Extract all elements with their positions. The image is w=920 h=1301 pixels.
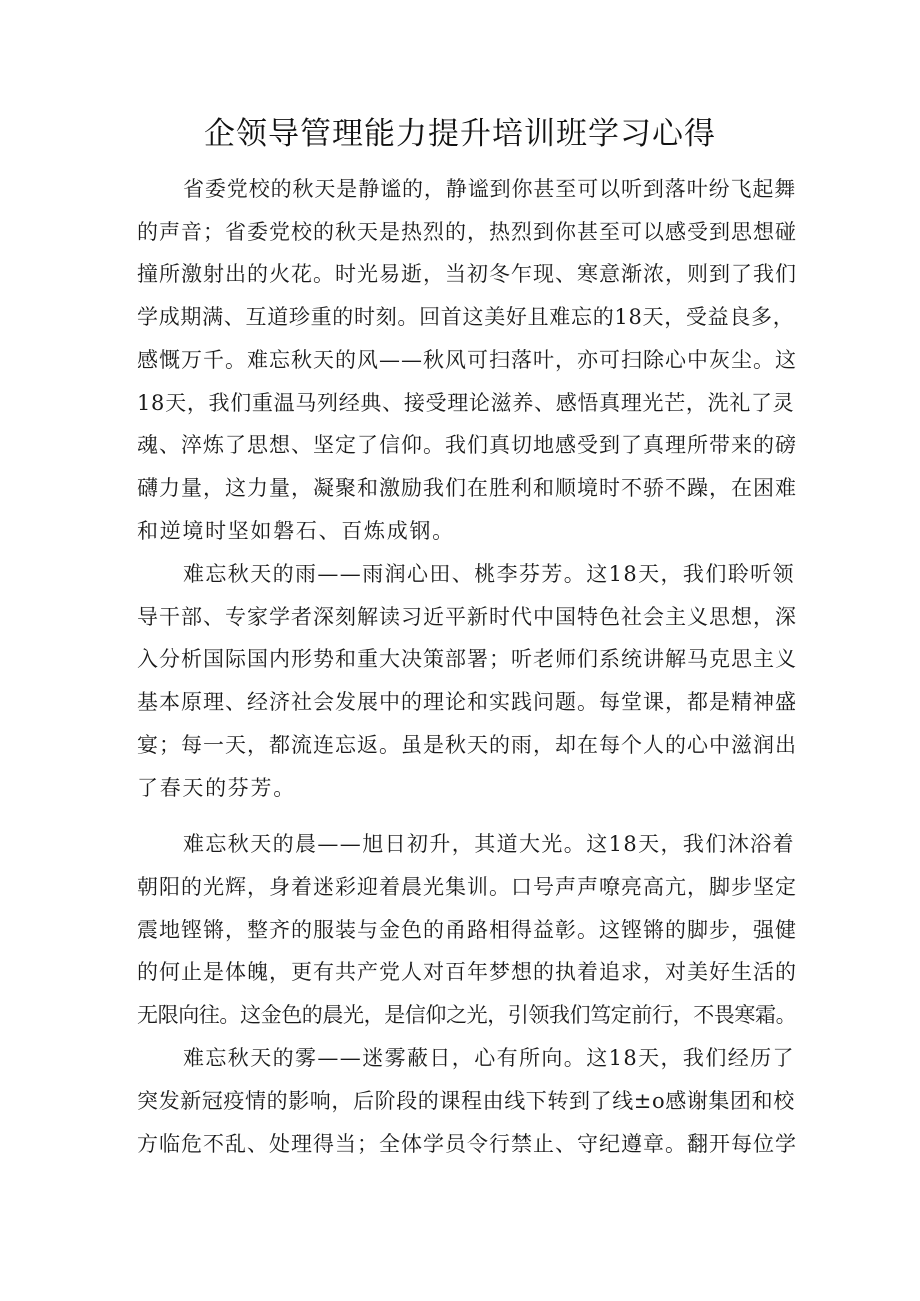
text-line: 的声音；省委党校的秋天是热烈的，热烈到你甚至可以感受到思想碰 [137,220,797,244]
text-line: 撞所激射出的火花。时光易逝，当初冬乍现、寒意渐浓，则到了我们 [137,262,797,286]
text-line: 难忘秋天的雨——雨润心田、桃李芬芳。这18天，我们聆听领 [183,562,795,586]
text-line: 震地铿锵，整齐的服装与金色的甬路相得益彰。这铿锵的脚步，强健 [137,918,797,942]
text-line: 方临危不乱、处理得当；全体学员令行禁止、守纪遵章。翻开每位学 [137,1132,797,1156]
text-line: 和逆境时坚如磐石、百炼成钢。 [137,519,455,543]
text-line: 18天，我们重温马列经典、接受理论滋养、感悟真理光芒，洗礼了灵 [137,391,795,415]
text-line: 朝阳的光辉，身着迷彩迎着晨光集训。口号声声嘹亮高亢，脚步坚定 [137,875,797,899]
text-line: 导干部、专家学者深刻解读习近平新时代中国特色社会主义思想，深 [137,605,797,629]
text-line: 入分析国际国内形势和重大决策部署；听老师们系统讲解马克思主义 [137,647,797,671]
text-line: 难忘秋天的雾——迷雾蔽日，心有所向。这18天，我们经历了 [183,1046,795,1070]
text-line: 礴力量，这力量，凝聚和激励我们在胜利和顺境时不骄不躁，在困难 [137,476,797,500]
text-line: 魂、淬炼了思想、坚定了信仰。我们真切地感受到了真理所带来的磅 [137,433,797,457]
text-line: 省委党校的秋天是静谧的，静谧到你甚至可以听到落叶纷飞起舞 [183,177,797,201]
text-line: 学成期满、互道珍重的时刻。回首这美好且难忘的18天，受益良多， [137,305,795,329]
text-line: 感慨万千。难忘秋天的风——秋风可扫落叶，亦可扫除心中灰尘。这 [137,348,797,372]
document-title: 企领导管理能力提升培训班学习心得 [204,116,716,152]
text-line: 难忘秋天的晨——旭日初升，其道大光。这18天，我们沐浴着 [183,832,795,856]
text-line: 突发新冠疫情的影响，后阶段的课程由线下转到了线±o感谢集团和校 [137,1089,795,1113]
text-line: 的何止是体魄，更有共产党人对百年梦想的执着追求，对美好生活的 [137,960,797,984]
text-line: 了春天的芬芳。 [137,776,296,800]
text-line: 基本原理、经济社会发展中的理论和实践问题。每堂课，都是精神盛 [137,690,797,714]
text-line: 无限向往。这金色的晨光，是信仰之光，引领我们笃定前行，不畏寒霜。 [137,1003,797,1027]
text-line: 宴；每一天，都流连忘返。虽是秋天的雨，却在每个人的心中滋润出 [137,733,797,757]
